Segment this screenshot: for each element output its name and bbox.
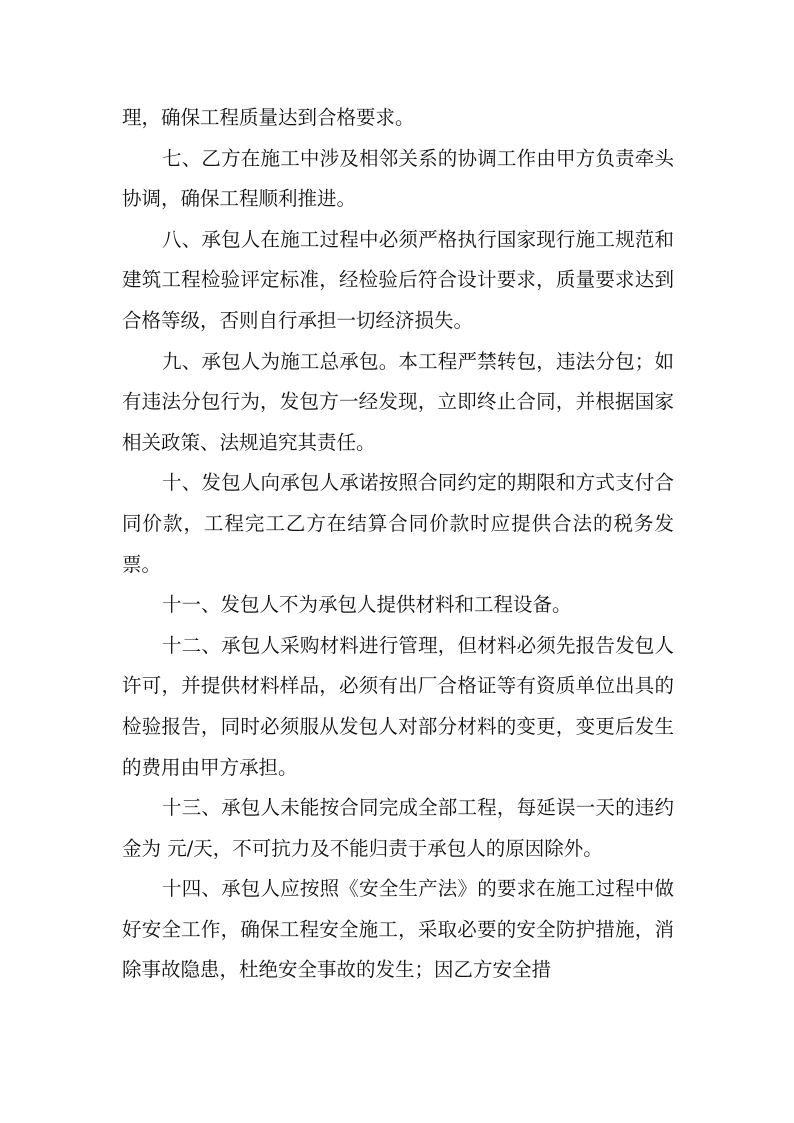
clause-7-neighbor-coordination: 七、乙方在施工中涉及相邻关系的协调工作由甲方负责牵头协调，确保工程顺利推进。 [122, 146, 674, 211]
paragraph-quality-continuation: 理，确保工程质量达到合格要求。 [122, 106, 415, 129]
clause-10-payment-terms: 十、发包人向承包人承诺按照合同约定的期限和方式支付合同价款，工程完工乙方在结算合同价款时应提供合法的税务发票。 [122, 471, 674, 576]
clause-12-material-procurement: 十二、承包人采购材料进行管理，但材料必须先报告发包人许可，并提供材料样品，必须有出厂合格证等有资质单位出具的检验报告，同时必须服从发包人对部分材料的变更，变更后发生的费用由甲方承担。 [122, 633, 674, 779]
clause-14-safety-requirements: 十四、承包人应按照《安全生产法》的要求在施工过程中做好安全工作，确保工程安全施工，采取必要的安全防护措施，消除事故隐患，杜绝安全事故的发生；因乙方安全措 [122, 877, 674, 982]
clause-8-construction-standards: 八、承包人在施工过程中必须严格执行国家现行施工规范和建筑工程检验评定标准，经检验后符合设计要求，质量要求达到合格等级，否则自行承担一切经济损失。 [122, 227, 674, 332]
clause-9-general-contracting: 九、承包人为施工总承包。本工程严禁转包，违法分包；如有违法分包行为，发包方一经发现，立即终止合同，并根据国家相关政策、法规追究其责任。 [122, 349, 674, 454]
clause-11-materials-supply: 十一、发包人不为承包人提供材料和工程设备。 [162, 593, 572, 617]
clause-13-delay-penalty: 十三、承包人未能按合同完成全部工程，每延误一天的违约金为 元/天，不可抗力及不能归责于承包人的原因除外。 [122, 796, 674, 860]
contract-text-body [122, 98, 674, 991]
